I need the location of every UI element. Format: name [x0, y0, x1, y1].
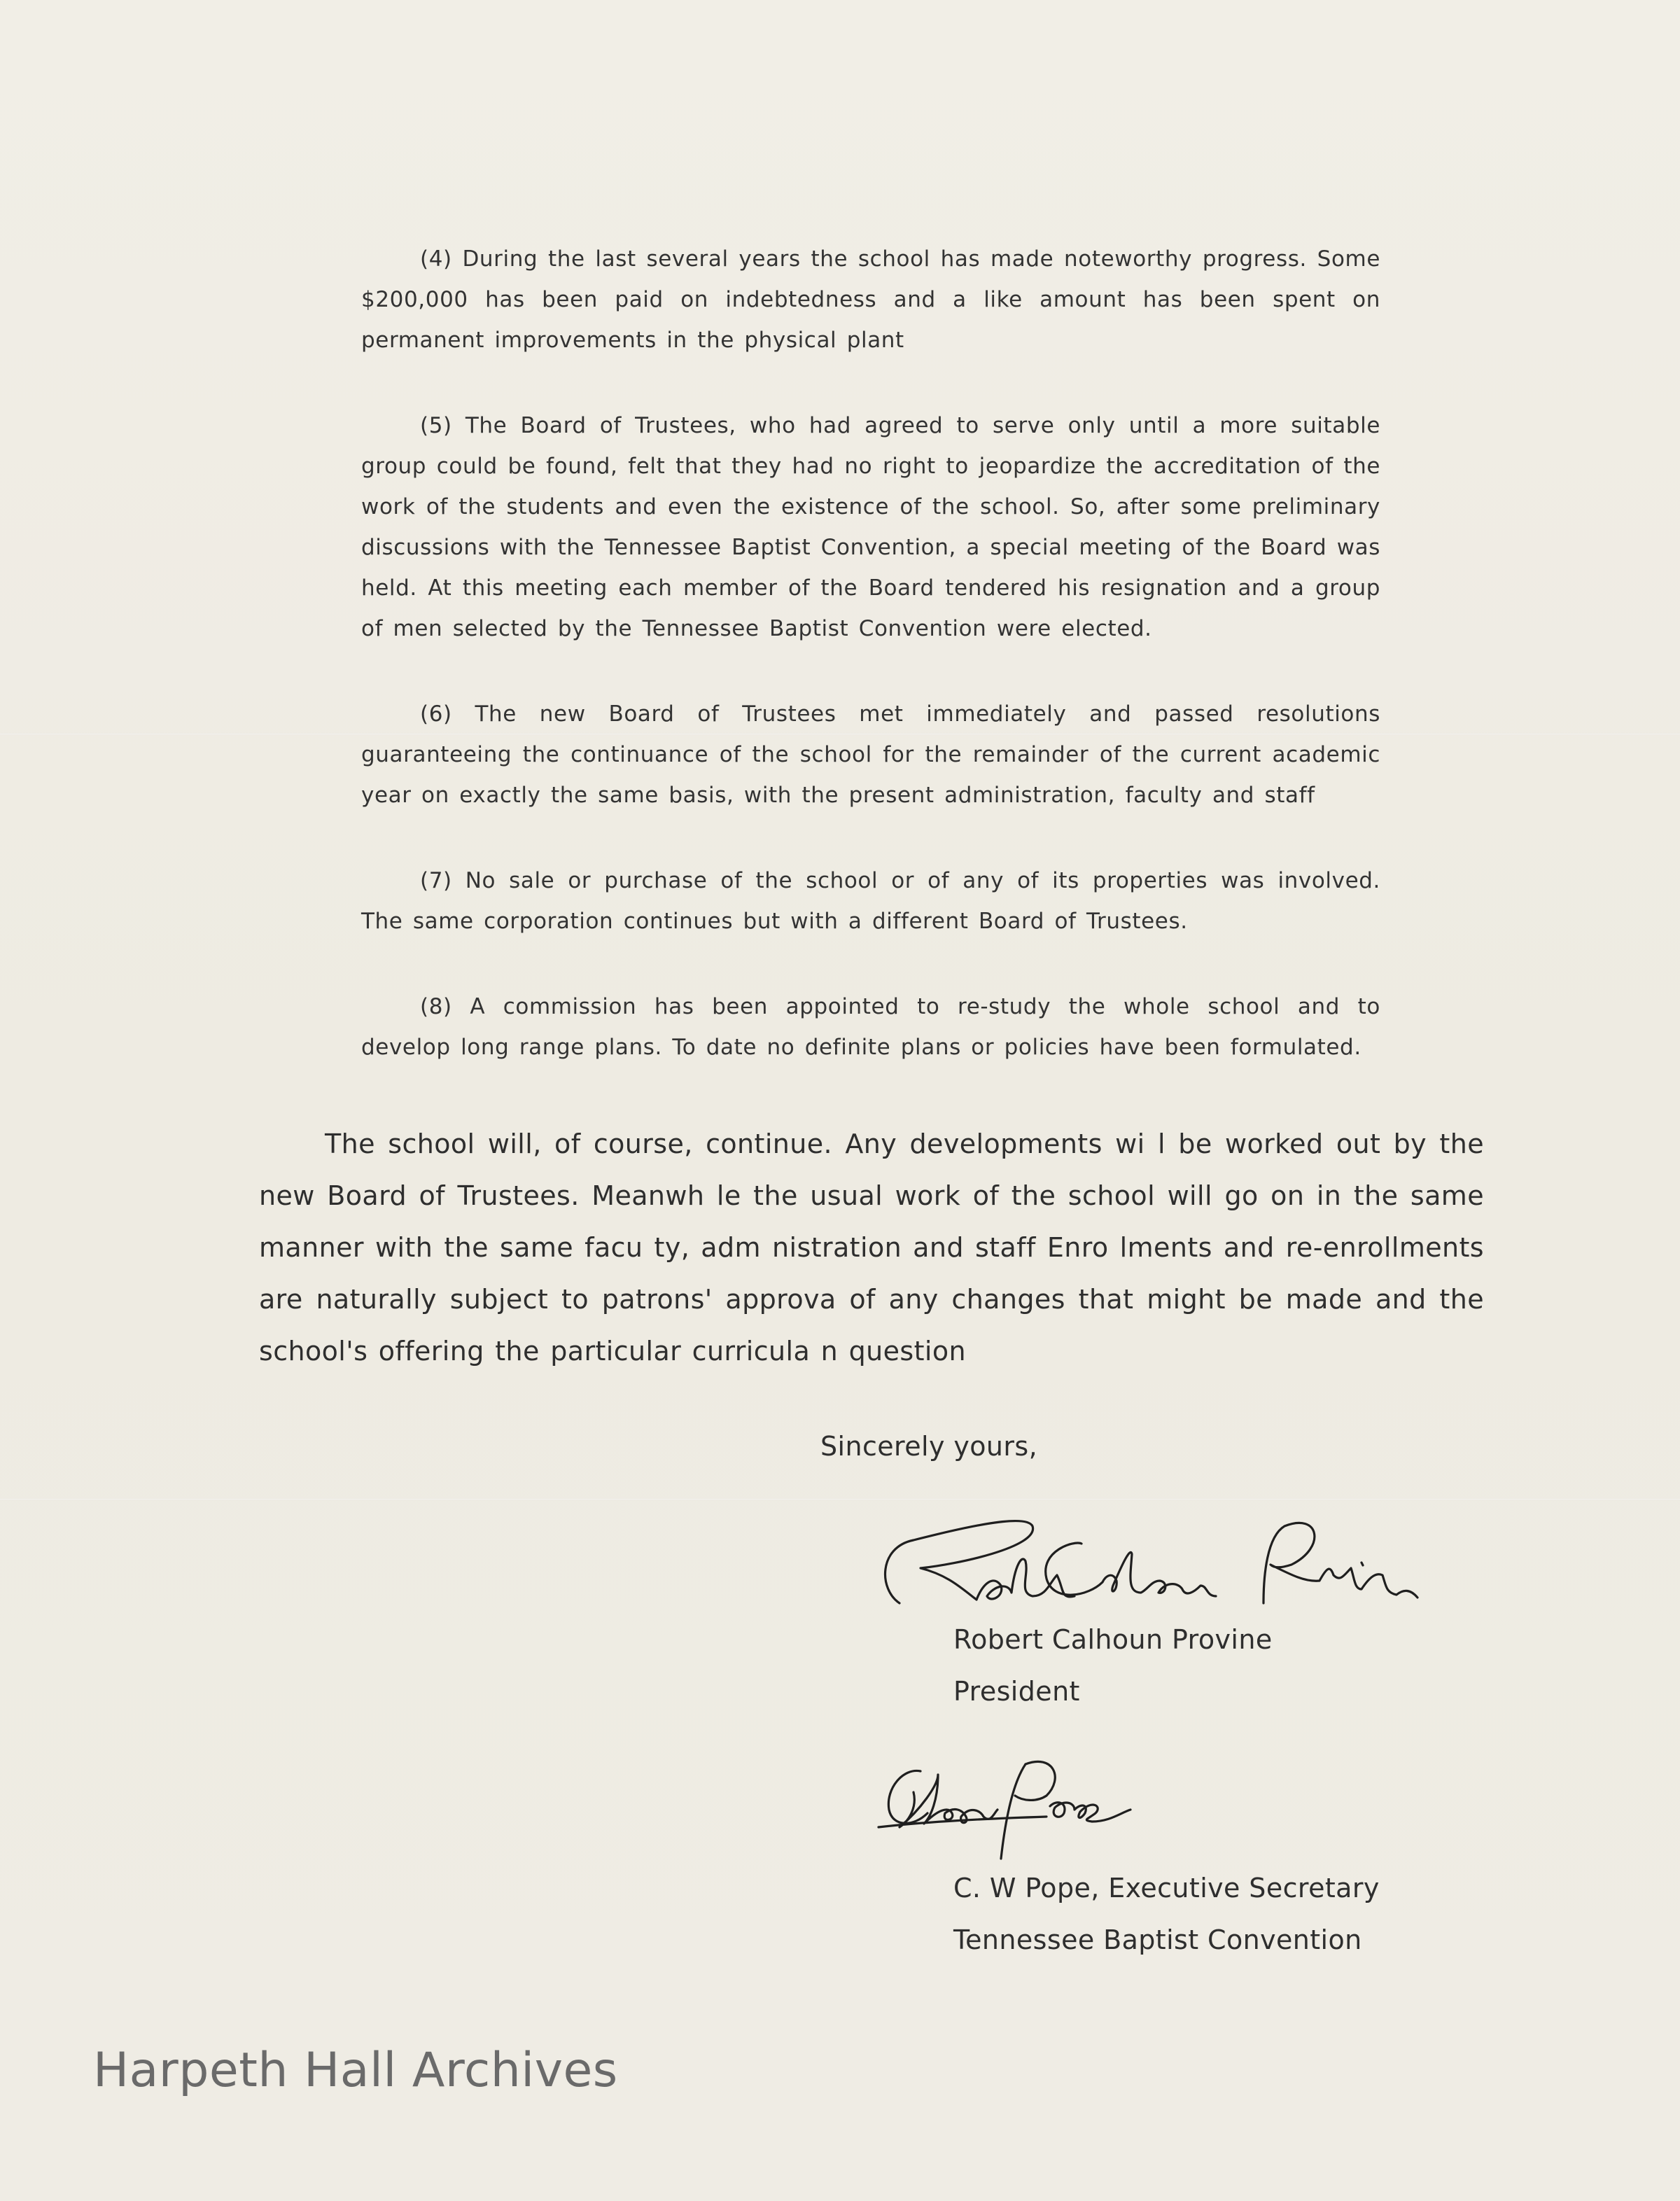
- signatory-name: C. W Pope, Executive Secretary: [953, 1873, 1380, 1903]
- signatory-title: Tennessee Baptist Convention: [953, 1924, 1362, 1955]
- signature-pope: [872, 1743, 1166, 1862]
- signature-provine: [872, 1498, 1424, 1624]
- numbered-item-6: (6) The new Board of Trustees met immediately and passed resolutions guaranteeing the continuance of the school for the remainder of the current academic year on exactly the same basis, with the present administration, faculty and staff: [361, 701, 1380, 808]
- signatory-pope: [953, 1862, 1380, 1966]
- signatory-name: Robert Calhoun Provine: [953, 1624, 1273, 1655]
- numbered-item-8: (8) A commission has been appointed to re-study the whole school and to develop long range plans. To date no definite plans or policies have been formulated.: [361, 994, 1380, 1060]
- archive-watermark: Harpeth Hall Archives: [93, 2043, 618, 2098]
- closing-paragraph: The school will, of course, continue. Any developments wi l be worked out by the new Board of Trustees. Meanwh le the usual work of the school will go on in the same manner with the same facu ty, adm nistration and staff Enro lments and re-enrollments are naturally subject to patrons' approva of any changes that might be made and the school's offering the particular curricula n question: [259, 1129, 1484, 1367]
- paper-fold-line: [0, 1498, 1680, 1500]
- numbered-item-7: (7) No sale or purchase of the school or of any of its properties was involved. The same corporation continues but with a different Board of Trustees.: [361, 868, 1380, 934]
- signatory-title: President: [953, 1676, 1080, 1707]
- complimentary-close: Sincerely yours,: [820, 1431, 1038, 1462]
- signatory-provine: [953, 1614, 1273, 1717]
- numbered-item-5: (5) The Board of Trustees, who had agreed to serve only until a more suitable group could be found, felt that they had no right to jeopardize the accreditation of the work of the students and even the existence of the school. So, after some preliminary discussions with the Tennessee Baptist Convention, a special meeting of the Board was held. At this meeting each member of the Board tendered his resignation and a group of men selected by the Tennessee Baptist Convention were elected.: [361, 413, 1380, 641]
- numbered-item-4: (4) During the last several years the school has made noteworthy progress. Some $200,000 has been paid on indebtedness and a like amount has been spent on permanent improvements in the physical plant: [361, 246, 1380, 353]
